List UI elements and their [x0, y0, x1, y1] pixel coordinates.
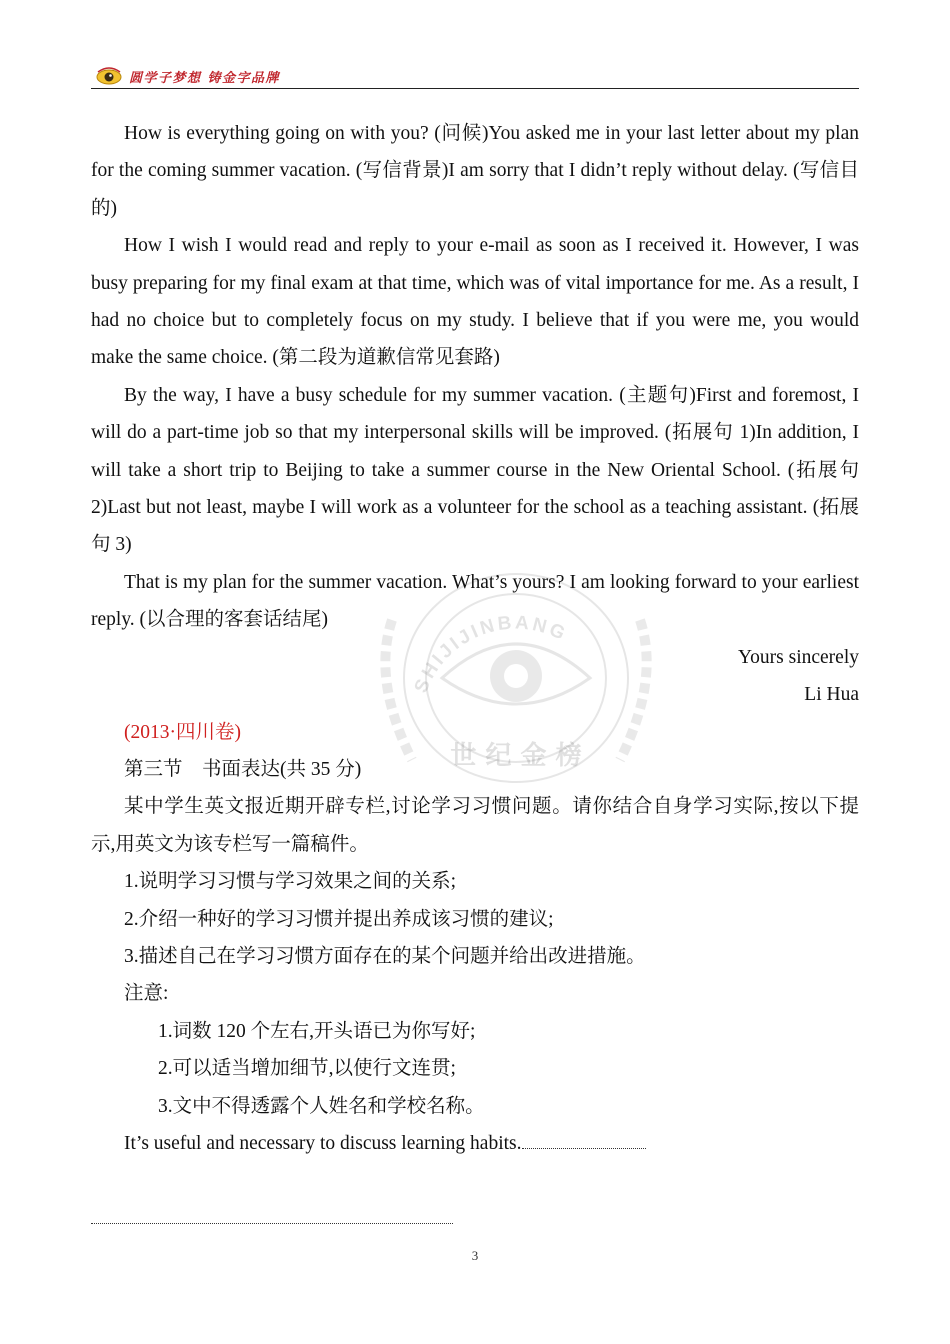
task-point-3: 3.描述自己在学习习惯方面存在的某个问题并给出改进措施。	[124, 945, 646, 967]
task-section-title: 第三节 书面表达(共 35 分)	[124, 758, 362, 780]
watermark-bottom-text: 世 纪 金 榜	[450, 741, 582, 771]
letter-paragraph-2: How I wish I would read and reply to your e-mail as soon as I received it. However, I was busy preparing for my final exam at that time, which was of vital importance for me. As a result, I had no choice but to completely focus on my study. I believe that if you were me, you would make the same choice. (第二段为道歉信常见套路)	[91, 235, 859, 369]
task-source: (2013·四川卷)	[124, 721, 241, 743]
note-3: 3.文中不得透露个人姓名和学校名称。	[158, 1095, 485, 1117]
notes-label: 注意:	[124, 983, 169, 1005]
note-2: 2.可以适当增加细节,以使行文连贯;	[158, 1058, 456, 1080]
header-slogan: 圆学子梦想 铸金字品牌	[129, 71, 281, 86]
task-point-1: 1.说明学习习惯与学习效果之间的关系;	[124, 871, 457, 893]
eye-logo-icon	[95, 66, 123, 86]
task-point-2: 2.介绍一种好的学习习惯并提出养成该习惯的建议;	[124, 908, 554, 930]
letter-closing: Yours sincerely	[738, 646, 859, 668]
letter-paragraph-3: By the way, I have a busy schedule for my summer vacation. (主题句)First and foremost, I will do a part-time job so that my interpersonal skills will be improved. (拓展句 1)In addition, I will take a short trip to Beijing to take a summer course in the New Oriental School. (拓展句 2)Last but not least, maybe I will work as a volunteer for the school as a teaching assistant. (拓展句 3)	[91, 384, 859, 556]
writing-opening-line	[91, 1125, 859, 1162]
page-body	[91, 115, 859, 1162]
note-1: 1.词数 120 个左右,开头语已为你写好;	[158, 1020, 476, 1042]
page-number: 3	[471, 1248, 479, 1263]
letter-signature: Li Hua	[804, 684, 859, 706]
page-header	[91, 64, 859, 89]
task-intro: 某中学生英文报近期开辟专栏,讨论学习习惯问题。请你结合自身学习实际,按以下提示,用英文为该专栏写一篇稿件。	[91, 796, 859, 855]
answer-blank[interactable]	[522, 1147, 646, 1149]
answer-dotted-line	[91, 1223, 453, 1224]
opening-sentence: It’s useful and necessary to discuss learning habits.	[124, 1132, 522, 1154]
letter-paragraph-1: How is everything going on with you? (问候)You asked me in your last letter about my plan for the coming summer vacation. (写信背景)I am sorry that I didn’t reply without delay. (写信目的)	[91, 123, 859, 219]
letter-paragraph-4: That is my plan for the summer vacation. What’s yours? I am looking forward to your earliest reply. (以合理的客套话结尾)	[91, 571, 859, 631]
watermark-arc-text: SHIJIJINBANG	[410, 612, 571, 697]
